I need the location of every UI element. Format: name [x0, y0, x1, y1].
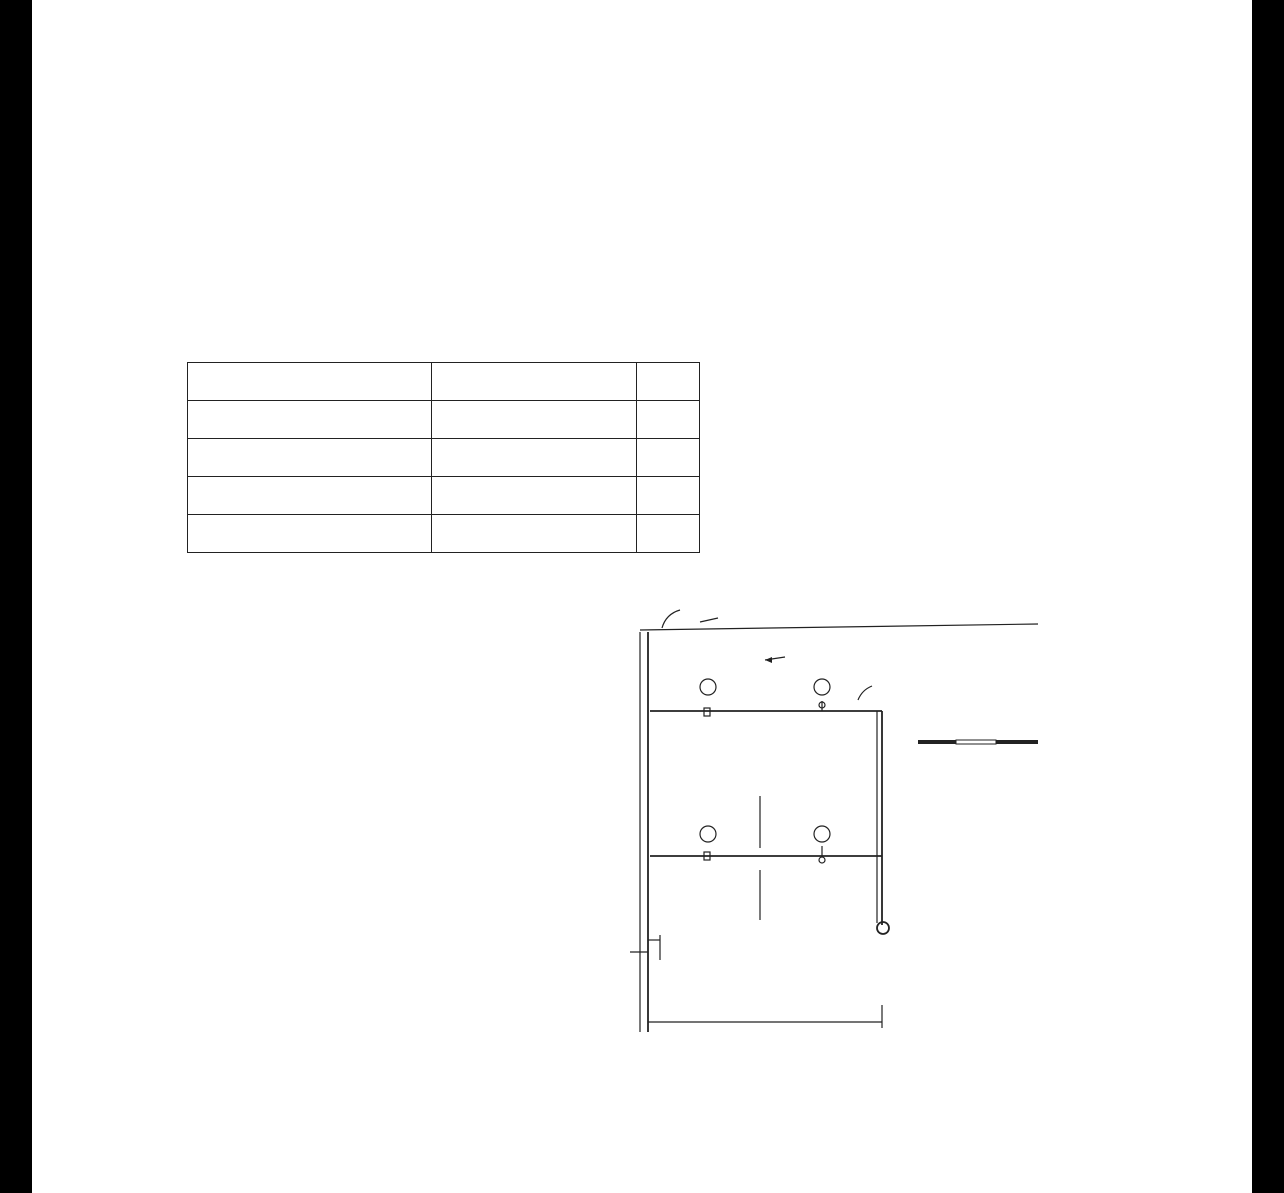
- section-circle-4: [814, 826, 830, 842]
- scale-bar-segment: [918, 740, 956, 744]
- section-circle-3: [814, 679, 830, 695]
- section-circle-2: [700, 826, 716, 842]
- arrow-head-icon: [765, 657, 772, 663]
- trees-pointer: [662, 610, 680, 628]
- field-top-boundary: [640, 624, 1038, 630]
- manifold-valve-1: [704, 708, 710, 716]
- manifold-valve-4: [819, 857, 825, 863]
- section-circle-1: [700, 679, 716, 695]
- well-and-pump-icon: [877, 922, 889, 934]
- scale-bar-segment: [956, 740, 996, 744]
- scale-bar-segment: [996, 740, 1038, 744]
- manifold-pointer: [858, 686, 872, 700]
- spacing-3m-pointer: [700, 618, 718, 622]
